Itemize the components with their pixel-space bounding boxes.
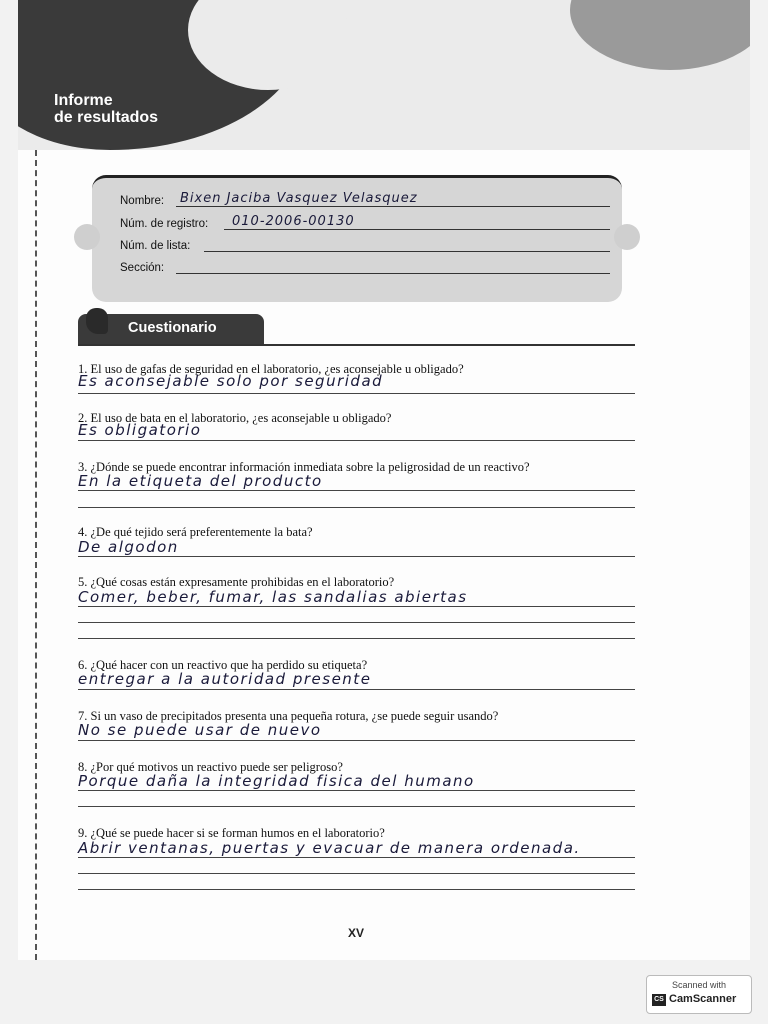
question-text: 5. ¿Qué cosas están expresamente prohibidas en el laboratorio? <box>78 575 395 589</box>
answer-line <box>78 740 635 741</box>
title-line-1: Informe <box>54 92 113 109</box>
answer-line <box>78 622 635 623</box>
answer-text[interactable]: De algodon <box>78 538 179 556</box>
camscanner-logo-icon: CS <box>652 994 666 1006</box>
question-text: 3. ¿Dónde se puede encontrar información inmediata sobre la peligrosidad de un reactivo? <box>78 460 530 474</box>
answer-text[interactable]: Porque daña la integridad fisica del humano <box>78 772 475 790</box>
student-info-box <box>92 175 622 302</box>
page-title <box>54 92 158 126</box>
question-text: 7. Si un vaso de precipitados presenta una pequeña rotura, ¿se puede seguir usando? <box>78 709 499 723</box>
question-9 <box>78 826 635 857</box>
answer-text[interactable]: Es obligatorio <box>78 421 202 439</box>
answer-line <box>78 393 635 394</box>
answer-text[interactable]: En la etiqueta del producto <box>78 472 323 490</box>
question-1 <box>78 362 635 390</box>
answer-line <box>78 606 635 607</box>
list-number-label: Núm. de lista: <box>120 240 191 252</box>
answer-line <box>78 490 635 491</box>
answer-line <box>78 638 635 639</box>
section-field[interactable] <box>120 257 610 277</box>
question-text: 2. El uso de bata en el laboratorio, ¿es aconsejable u obligado? <box>78 411 392 425</box>
camscanner-name: CamScanner <box>669 993 737 1005</box>
question-text: 1. El uso de gafas de seguridad en el laboratorio, ¿es aconsejable u obligado? <box>78 362 464 376</box>
answer-text[interactable]: Abrir ventanas, puertas y evacuar de manera ordenada. <box>78 839 581 857</box>
answer-line <box>78 889 635 890</box>
answer-text[interactable]: No se puede usar de nuevo <box>78 721 322 739</box>
name-line <box>176 206 610 207</box>
answer-text[interactable]: Es aconsejable solo por seguridad <box>78 372 384 390</box>
section-line <box>176 273 610 274</box>
box-knob-left <box>74 224 100 250</box>
question-text: 4. ¿De qué tejido será preferentemente la bata? <box>78 525 313 539</box>
registration-field[interactable] <box>120 213 610 233</box>
answer-line <box>78 556 635 557</box>
header-shape-grey <box>570 0 750 70</box>
section-rule <box>78 344 635 346</box>
answer-text[interactable]: entregar a la autoridad presente <box>78 670 372 688</box>
registration-value: 010-2006-00130 <box>232 214 355 229</box>
section-label: Sección: <box>120 262 165 274</box>
name-value: Bixen Jaciba Vasquez Velasquez <box>180 191 418 206</box>
title-line-2: de resultados <box>54 109 159 126</box>
answer-line <box>78 806 635 807</box>
list-number-field[interactable] <box>120 235 610 255</box>
answer-line <box>78 507 635 508</box>
registration-line <box>224 229 610 230</box>
section-hook-icon <box>86 308 108 334</box>
question-2 <box>78 411 635 439</box>
answer-text[interactable]: Comer, beber, fumar, las sandalias abiertas <box>78 588 468 606</box>
list-number-line <box>204 251 610 252</box>
name-label: Nombre: <box>120 195 165 207</box>
page-number: XV <box>348 926 365 940</box>
camscanner-badge <box>646 975 752 1014</box>
answer-line <box>78 440 635 441</box>
name-field[interactable] <box>120 190 610 210</box>
scanned-with-text: Scanned with <box>671 980 727 990</box>
page-header <box>18 0 750 150</box>
registration-label: Núm. de registro: <box>120 218 209 230</box>
question-5 <box>78 575 635 606</box>
question-text: 9. ¿Qué se puede hacer si se forman humos en el laboratorio? <box>78 826 385 840</box>
answer-line <box>78 790 635 791</box>
question-text: 8. ¿Por qué motivos un reactivo puede ser peligroso? <box>78 760 343 774</box>
worksheet-page <box>18 0 750 960</box>
question-6 <box>78 658 635 688</box>
answer-line <box>78 857 635 858</box>
answer-line <box>78 689 635 690</box>
question-8 <box>78 760 635 790</box>
question-3 <box>78 460 635 490</box>
section-tab <box>78 314 264 344</box>
question-7 <box>78 709 635 739</box>
question-4 <box>78 525 635 556</box>
box-knob-right <box>614 224 640 250</box>
question-text: 6. ¿Qué hacer con un reactivo que ha perdido su etiqueta? <box>78 658 368 672</box>
section-title: Cuestionario <box>128 320 217 336</box>
answer-line <box>78 873 635 874</box>
cut-line <box>35 150 37 960</box>
